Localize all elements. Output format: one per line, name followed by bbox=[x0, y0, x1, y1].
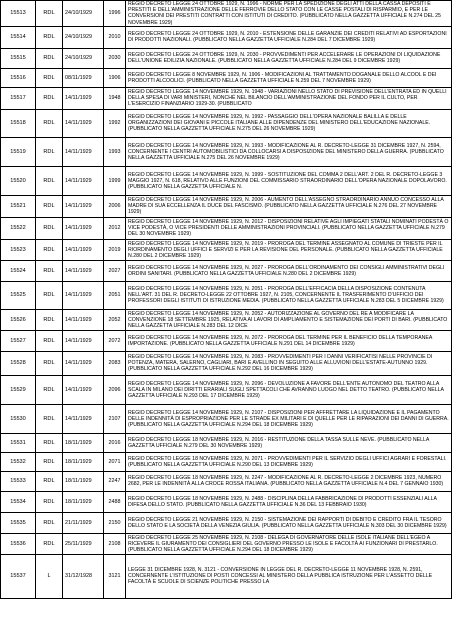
law-description-cell: REGIO DECRETO LEGGE 14 NOVEMBRE 1929, N. 2019 - PROROGA DEL TERMINE ASSEGNATO AL COMUNE DI TRIESTE PER IL RIORDINAMENTO DEGLI UFFICI E SERVIZI E PER LA REVISIONE DEL PERSONALE. (PUBBLICATO NELLA GAZZETTA UFFICIALE N.280 DEL 2 DICEMBRE 1929) bbox=[126, 239, 452, 260]
law-order-cell: 2071 bbox=[104, 452, 126, 471]
law-date-cell: 18/11/1929 bbox=[63, 471, 104, 491]
table-row bbox=[1, 554, 452, 598]
table-row bbox=[1, 452, 452, 471]
table-row bbox=[1, 309, 452, 330]
law-type-cell: RDL bbox=[36, 533, 63, 554]
table-row bbox=[1, 471, 452, 491]
table-row bbox=[1, 87, 452, 109]
law-order-cell: 2006 bbox=[104, 195, 126, 217]
table-row bbox=[1, 166, 452, 195]
law-description-cell: REGIO DECRETO LEGGE 14 NOVEMBRE 1929, N. 2083 - PROVVEDIMENTI PER I DANNI VERIFICATISI NELLE PROVINCIE DI POTENZA, MATERA, SALERNO, CAGLIARI, BARI E AVELLINO IN SEGUITO ALLE ALLUVIONI DELL'ESTATE-AUTUNNO 1929. (PUBBLICATO NELLA GAZZETTA UFFICIALE N.292 DEL 16 DICEMBRE 1929) bbox=[126, 351, 452, 375]
law-type-cell: RDL bbox=[36, 68, 63, 87]
law-description-cell: REGIO DECRETO LEGGE 14 NOVEMBRE 1929, N. 2107 - DISPOSIZIONI PER AFFRETTARE LA LIQUIDAZIONE E IL PAGAMENTO DELLE INDENNITÀ DI ESPROPRIAZIONE PER LE STRADE EX MILITARI E DI QUELLE PER LE RIPARAZIONI DEI DANNI DI GUERRA. (PUBBLICATO NELLA GAZZETTA UFFICIALE N.294 DEL 18 DICEMBRE 1929) bbox=[126, 404, 452, 433]
law-order-cell: 2016 bbox=[104, 433, 126, 452]
law-type-cell: RDL bbox=[36, 109, 63, 137]
law-date-cell: 14/11/1929 bbox=[63, 217, 104, 239]
law-order-cell: 3121 bbox=[104, 554, 126, 598]
law-description-cell: REGIO DECRETO LEGGE 18 NOVEMBRE 1929, N. 2016 - RESTITUZIONE DELLA TASSA SULLE NEVE. (PUBBLICATO NELLA GAZZETTA UFFICIALE N.279 DEL 30 NOVEMBRE 1929) bbox=[126, 433, 452, 452]
law-date-cell: 31/12/1928 bbox=[63, 554, 104, 598]
law-date-cell: 14/11/1929 bbox=[63, 309, 104, 330]
law-date-cell: 14/11/1929 bbox=[63, 239, 104, 260]
law-description-cell: LEGGE 31 DICEMBRE 1928, N. 3121 - CONVERSIONE IN LEGGE DEL R. DECRETO-LEGGE 11 NOVEMBRE 1928, N. 2591, CONCERNENTE L'ISTITUZIONE DI POSTI CONCESSI AL MINISTERO DELLA PUBBLICA ISTRUZIONE PER L'ASSETTO DELLE FACOLTÀ E SCUOLE DI SCIENZE POLITICHE PRESSO LA bbox=[126, 554, 452, 598]
law-date-cell: 08/11/1929 bbox=[63, 68, 104, 87]
law-description-cell: REGIO DECRETO LEGGE 21 NOVEMBRE 1929, N. 2150 - SISTEMAZIONE DEI RAPPORTI DI DEBITO E CREDITO FRA IL TESORO DELLO STATO E LA SOCIETÀ DELLA VENEZIA GIULIA. (PUBBLICATO NELLA GAZZETTA UFFICIALE N.303 DEL 30 DICEMBRE 1929) bbox=[126, 512, 452, 533]
law-description-cell: REGIO DECRETO LEGGE 8 NOVEMBRE 1929, N. 1906 - MODIFICAZIONI AL TRATTAMENTO DOGANALE DELLO ALCOOL E DEI PRODOTTI ALCOOLICI. (PUBBLICATO NELLA GAZZETTA UFFICIALE N.259 DEL 7 NOVEMBRE 1929) bbox=[126, 68, 452, 87]
law-description-cell: REGIO DECRETO LEGGE 18 NOVEMBRE 1929, N. 2488 - DISCIPLINA DELLA FABBRICAZIONE DI PRODOTTI ESSENZIALI ALLA DIFESA DELLO STATO. (PUBBLICATO NELLA GAZZETTA UFFICIALE N.36 DEL 13 FEBBRAIO 1930) bbox=[126, 491, 452, 512]
law-order-cell: 2027 bbox=[104, 260, 126, 281]
law-type-cell: RDL bbox=[36, 404, 63, 433]
table-row bbox=[1, 68, 452, 87]
law-number-cell: 15523 bbox=[1, 239, 36, 260]
law-date-cell: 24/10/1929 bbox=[63, 48, 104, 68]
law-description-cell: REGIO DECRETO LEGGE 14 NOVEMBRE 1929, N. 1999 - SOSTITUZIONE DEL COMMA 2 DELL'ART. 2 DEL R. DECRETO-LEGGE 3 MAGGIO 1927, N. 618, RELATIVO ALLE FUNZIONI DEL COMMISSARIO STRAORDINARIO DELL'OPERA NAZIONALE DOPOLAVORO. (PUBBLICATO NELLA GAZZETTA UFFICIALE N. bbox=[126, 166, 452, 195]
law-description-cell: REGIO DECRETO LEGGE 18 NOVEMBRE 1929, N. 2071 - PROVVEDIMENTI PER IL SERVIZIO DEGLI UFFICI AGRARI E FORESTALI. (PUBBLICATO NELLA GAZZETTA UFFICIALE N.290 DEL 13 DICEMBRE 1929) bbox=[126, 452, 452, 471]
law-description-cell: REGIO DECRETO LEGGE 24 OTTOBRE 1929, N. 1996 - NORME PER LA SPEDIZIONE DEGLI ATTI DELLA CASSA DEPOSITI E PRESTITI E DELL'AMMINISTRAZIONE DELLE FERROVIE DELLO STATO CON LE CASSE POSTALI DI RISPARMIO, E PER LE CONVERSIONI DEI PRESTITI CONTRATTI CON ISTITUTI DI CREDITO. (PUBBLICATO NELLA GAZZETTA UFFICIALE N.274 DEL 25 NOVEMBRE 1929) bbox=[126, 1, 452, 27]
law-date-cell: 14/11/1929 bbox=[63, 281, 104, 309]
law-number-cell: 15526 bbox=[1, 309, 36, 330]
law-type-cell: RDL bbox=[36, 512, 63, 533]
table-row bbox=[1, 217, 452, 239]
law-type-cell: RDL bbox=[36, 87, 63, 109]
law-order-cell: 1906 bbox=[104, 68, 126, 87]
law-number-cell: 15529 bbox=[1, 375, 36, 404]
law-order-cell: 2030 bbox=[104, 48, 126, 68]
law-number-cell: 15518 bbox=[1, 109, 36, 137]
law-description-cell: REGIO DECRETO LEGGE 14 NOVEMBRE 1929, N. 2027 - PROROGA DELL'ORDINAMENTO DEI CONSIGLI AMMINISTRATIVI DEGLI ORDINI SANITARI. (PUBBLICATO NELLA GAZZETTA UFFICIALE N.280 DEL 2 DICEMBRE 1929) bbox=[126, 260, 452, 281]
law-type-cell: L bbox=[36, 554, 63, 598]
law-number-cell: 15535 bbox=[1, 512, 36, 533]
law-date-cell: 21/11/1929 bbox=[63, 512, 104, 533]
law-order-cell: 2107 bbox=[104, 404, 126, 433]
law-description-cell: REGIO DECRETO LEGGE 18 NOVEMBRE 1929, N. 2247 - MODIFICAZIONE AL R. DECRETO-LEGGE 2 DICEMBRE 1923, NUMERO 2682, PER LE INDENNITÀ ALLA CROCE ROSSA ITALIANA. (PUBBLICATO NELLA GAZZETTA UFFICIALE N.4 DEL 7 GENNAIO 1930) bbox=[126, 471, 452, 491]
table-row bbox=[1, 260, 452, 281]
law-date-cell: 25/11/1929 bbox=[63, 533, 104, 554]
law-date-cell: 14/11/1929 bbox=[63, 166, 104, 195]
law-description-cell: REGIO DECRETO LEGGE 14 NOVEMBRE 1929, N. 1948 - VARIAZIONI NELLO STATO DI PREVISIONE DELL'ENTRATA ED IN QUELLI DELLA SPESA DI VARI MINISTERI, NONCHÉ NEL BILANCIO DELL'AMMINISTRAZIONE DEL FONDO PER IL CULTO, PER L'ESERCIZIO FINANZIARIO 1929-30. (PUBBLICATO bbox=[126, 87, 452, 109]
law-type-cell: RDL bbox=[36, 166, 63, 195]
law-date-cell: 14/11/1929 bbox=[63, 195, 104, 217]
table-row bbox=[1, 48, 452, 68]
law-date-cell: 14/11/1929 bbox=[63, 351, 104, 375]
law-description-cell: REGIO DECRETO LEGGE 14 NOVEMBRE 1929, N. 1993 - MODIFICAZIONE AL R. DECRETO-LEGGE 31 DICEMBRE 1927, N. 2594, CONCERNENTE I CENTRI AUTOMOBILISTICI DA COLLOCARSI A DISPOSIZIONE DEL MINISTERO DELLA GUERRA. (PUBBLICATO NELLA GAZZETTA UFFICIALE N.275 DEL 26 NOVEMBRE 1929) bbox=[126, 137, 452, 166]
law-number-cell: 15524 bbox=[1, 260, 36, 281]
law-type-cell: RDL bbox=[36, 433, 63, 452]
law-type-cell: RDL bbox=[36, 260, 63, 281]
law-type-cell: RDL bbox=[36, 1, 63, 27]
law-order-cell: 2108 bbox=[104, 533, 126, 554]
law-type-cell: RDL bbox=[36, 351, 63, 375]
law-type-cell: RDL bbox=[36, 452, 63, 471]
law-type-cell: RDL bbox=[36, 375, 63, 404]
law-order-cell: 2010 bbox=[104, 26, 126, 48]
table-row bbox=[1, 239, 452, 260]
table-row bbox=[1, 512, 452, 533]
law-number-cell: 15520 bbox=[1, 166, 36, 195]
law-description-cell: REGIO DECRETO LEGGE 14 NOVEMBRE 1929, N. 2006 - AUMENTO DELL'ASSEGNO STRAORDINARIO ANNUO CONCESSO ALLA MADRE DI SUA ECCELLENZA IL DUCE DEL FASCISMO. (PUBBLICATO NELLA GAZZETTA UFFICIALE N.276 DEL 27 NOVEMBRE 1929) bbox=[126, 195, 452, 217]
law-date-cell: 14/11/1929 bbox=[63, 137, 104, 166]
law-number-cell: 15530 bbox=[1, 404, 36, 433]
law-order-cell: 1948 bbox=[104, 87, 126, 109]
table-row bbox=[1, 375, 452, 404]
law-date-cell: 14/11/1929 bbox=[63, 87, 104, 109]
law-order-cell: 1993 bbox=[104, 137, 126, 166]
law-order-cell: 2051 bbox=[104, 281, 126, 309]
law-date-cell: 18/11/1929 bbox=[63, 491, 104, 512]
law-number-cell: 15522 bbox=[1, 217, 36, 239]
law-number-cell: 15532 bbox=[1, 452, 36, 471]
law-number-cell: 15528 bbox=[1, 351, 36, 375]
law-order-cell: 2019 bbox=[104, 239, 126, 260]
law-description-cell: REGIO DECRETO LEGGE 14 NOVEMBRE 1929, N. 2072 - PROROGA DEL TERMINE PER IL BENEFICIO DELLA TEMPORANEA IMPORTAZIONE. (PUBBLICATO NELLA GAZZETTA UFFICIALE N.291 DEL 14 DICEMBRE 1929) bbox=[126, 330, 452, 351]
law-date-cell: 14/11/1929 bbox=[63, 375, 104, 404]
table-row bbox=[1, 137, 452, 166]
table-row bbox=[1, 1, 452, 27]
law-type-cell: RDL bbox=[36, 26, 63, 48]
law-order-cell: 2012 bbox=[104, 217, 126, 239]
law-order-cell: 2052 bbox=[104, 309, 126, 330]
law-order-cell: 2083 bbox=[104, 351, 126, 375]
law-number-cell: 15513 bbox=[1, 1, 36, 27]
law-description-cell: REGIO DECRETO LEGGE 24 OTTOBRE 1929, N. 2010 - ESTENSIONE DELLE GARANZIE DEI CREDITI RELATIVI AD ESPORTAZIONI DI PRODOTTI NAZIONALI. (PUBBLICATO NELLA GAZZETTA UFFICIALE N.284 DEL 7 DICEMBRE 1929) bbox=[126, 26, 452, 48]
law-type-cell: RDL bbox=[36, 309, 63, 330]
law-type-cell: RDL bbox=[36, 137, 63, 166]
law-order-cell: 2247 bbox=[104, 471, 126, 491]
table-row bbox=[1, 404, 452, 433]
law-number-cell: 15514 bbox=[1, 26, 36, 48]
table-row bbox=[1, 330, 452, 351]
table-row bbox=[1, 533, 452, 554]
law-order-cell: 2150 bbox=[104, 512, 126, 533]
law-date-cell: 24/10/1929 bbox=[63, 1, 104, 27]
law-type-cell: RDL bbox=[36, 48, 63, 68]
law-number-cell: 15519 bbox=[1, 137, 36, 166]
law-description-cell: REGIO DECRETO LEGGE 14 NOVEMBRE 1929, N. 2012 - DISPOSIZIONI RELATIVE AGLI IMPIEGATI STATALI NOMINATI PODESTÀ O VICE PODESTÀ, O VICE PRESIDENTI DELLE AMMINISTRAZIONI PROVINCIALI. (PUBBLICATO NELLA GAZZETTA UFFICIALE N.279 DEL 30 NOVEMBRE 1929) bbox=[126, 217, 452, 239]
table-row bbox=[1, 109, 452, 137]
table-row bbox=[1, 26, 452, 48]
law-type-cell: RDL bbox=[36, 281, 63, 309]
law-number-cell: 15516 bbox=[1, 68, 36, 87]
law-description-cell: REGIO DECRETO LEGGE 14 NOVEMBRE 1929, N. 2052 - AUTORIZZAZIONE AL GOVERNO DEL RE A MODIFICARE LA CONVENZIONE 18 SETTEMBRE 1925, RELATIVA AI LAVORI DI AMPLIAMENTO E SISTEMAZIONE DEI PORTI DI BARI. (PUBBLICATO NELLA GAZZETTA UFFICIALE N.283 DEL 12 DICE bbox=[126, 309, 452, 330]
law-number-cell: 15537 bbox=[1, 554, 36, 598]
law-order-cell: 2096 bbox=[104, 375, 126, 404]
law-number-cell: 15536 bbox=[1, 533, 36, 554]
table-row bbox=[1, 281, 452, 309]
law-date-cell: 14/11/1929 bbox=[63, 404, 104, 433]
law-date-cell: 18/11/1929 bbox=[63, 452, 104, 471]
law-date-cell: 14/11/1929 bbox=[63, 109, 104, 137]
law-description-cell: REGIO DECRETO LEGGE 14 NOVEMBRE 1929, N. 1992 - PASSAGGIO DELL'OPERA NAZIONALE BALILLA E DELLE ORGANIZZAZIONI DEI GIOVANI E PICCOLE ITALIANE ALLE DIPENDENZE DEL MINISTERO DELL'EDUCAZIONE NAZIONALE. (PUBBLICATO NELLA GAZZETTA UFFICIALE N.275 DEL 26 NOVEMBRE 1929) bbox=[126, 109, 452, 137]
law-number-cell: 15521 bbox=[1, 195, 36, 217]
law-type-cell: RDL bbox=[36, 330, 63, 351]
law-type-cell: RDL bbox=[36, 195, 63, 217]
law-type-cell: RDL bbox=[36, 239, 63, 260]
law-order-cell: 1996 bbox=[104, 1, 126, 27]
table-row bbox=[1, 433, 452, 452]
law-number-cell: 15517 bbox=[1, 87, 36, 109]
law-number-cell: 15515 bbox=[1, 48, 36, 68]
law-type-cell: RDL bbox=[36, 491, 63, 512]
law-type-cell: RDL bbox=[36, 217, 63, 239]
law-number-cell: 15525 bbox=[1, 281, 36, 309]
law-order-cell: 2488 bbox=[104, 491, 126, 512]
table-row bbox=[1, 491, 452, 512]
law-description-cell: REGIO DECRETO LEGGE 14 NOVEMBRE 1929, N. 2096 - DEVOLUZIONE A FAVORE DELL'ENTE AUTONOMO DEL TEATRO ALLA SCALA IN MILANO DEI DIRITTI ERARIALI SUGLI SPETTACOLI CHE AVRANNO LUOGO NEL DETTO TEATRO. (PUBBLICATO NELLA GAZZETTA UFFICIALE N.293 DEL 17 DICEMBRE 1929) bbox=[126, 375, 452, 404]
law-date-cell: 24/10/1929 bbox=[63, 26, 104, 48]
law-order-cell: 2072 bbox=[104, 330, 126, 351]
law-type-cell: RDL bbox=[36, 471, 63, 491]
law-number-cell: 15533 bbox=[1, 471, 36, 491]
law-date-cell: 18/11/1929 bbox=[63, 433, 104, 452]
law-number-cell: 15531 bbox=[1, 433, 36, 452]
law-description-cell: REGIO DECRETO LEGGE 24 OTTOBRE 1929, N. 2030 - PROVVEDIMENTI PER ACCELERARE LE OPERAZIONI DI LIQUIDAZIONE DELL'UNIONE EDILIZIA NAZIONALE. (PUBBLICATO NELLA GAZZETTA UFFICIALE N.284 DEL 9 DICEMBRE 1929) bbox=[126, 48, 452, 68]
law-order-cell: 1999 bbox=[104, 166, 126, 195]
law-description-cell: REGIO DECRETO LEGGE 14 NOVEMBRE 1929, N. 2051 - PROROGA DELL'EFFICACIA DELLA DISPOSIZIONE CONTENUTA NELL'ART. 31 DEL R. DECRETO-LEGGE 22 OTTOBRE 1927, N. 2105, CONCERNENTE IL TRASFERIMENTO D'UFFICIO DEI PROFESSORI DEGLI ISTITUTI DI ISTRUZIONE MEDIA. (PUBBLICATO NELLA GAZZETTA UFFICIALE N.283 DEL 5 DICEMBRE 1929) bbox=[126, 281, 452, 309]
law-description-cell: REGIO DECRETO LEGGE 25 NOVEMBRE 1929, N. 2108 - DELEGA DI GOVERNATORE DELLE ISOLE ITALIANE DELL'EGEO A RICEVERE IL GIURAMENTO DEI CONSIGLIERI DEL GOVERNO PRESSO LE ISOLE E FACOLTÀ AI FUNZIONARI DI PRESTARLO. (PUBBLICATO NELLA GAZZETTA UFFICIALE N.294 DEL 18 DICEMBRE 1929) bbox=[126, 533, 452, 554]
law-date-cell: 14/11/1929 bbox=[63, 260, 104, 281]
law-number-cell: 15534 bbox=[1, 491, 36, 512]
law-date-cell: 14/11/1929 bbox=[63, 330, 104, 351]
law-order-cell: 1992 bbox=[104, 109, 126, 137]
table-row bbox=[1, 195, 452, 217]
law-number-cell: 15527 bbox=[1, 330, 36, 351]
table-row bbox=[1, 351, 452, 375]
